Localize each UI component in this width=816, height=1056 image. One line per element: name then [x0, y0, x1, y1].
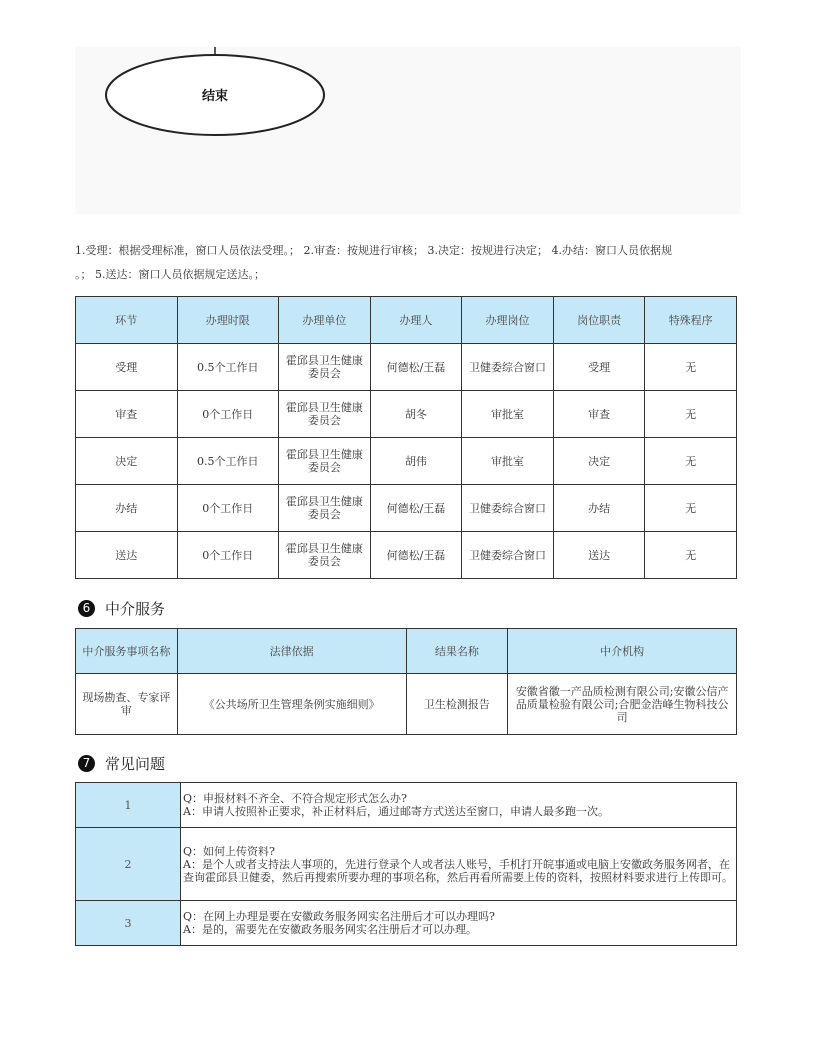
table-cell: 决定 [553, 438, 645, 485]
section-title-faq [78, 753, 165, 774]
table-cell: 送达 [76, 532, 178, 579]
table-row [76, 344, 737, 391]
table-cell: 何德松/王磊 [370, 532, 462, 579]
table-cell: 审批室 [462, 391, 554, 438]
end-node-label: 结束 [201, 89, 229, 104]
table-cell: 胡伟 [370, 438, 462, 485]
col-header: 环节 [76, 297, 178, 344]
col-header: 岗位职责 [553, 297, 645, 344]
table-cell: 无 [645, 485, 737, 532]
faq-number: 1 [76, 783, 181, 828]
section-title-text: 常见问题 [105, 755, 166, 773]
faq-answer: A：是个人或者支持法人事项的，先进行登录个人或者法人账号，手机打开皖事通或电脑上安徽政务服务网者，在查询霍邱县卫健委，然后再搜索所要办理的事项名称，然后再看所需要上传的资料，按照材料要求进行上传即可。 [183, 857, 733, 884]
col-header: 结果名称 [406, 629, 508, 674]
table-cell: 无 [645, 438, 737, 485]
table-cell: 霍邱县卫生健康委员会 [279, 532, 371, 579]
table-cell: 0个工作日 [177, 485, 279, 532]
table-cell: 办结 [553, 485, 645, 532]
col-header: 法律依据 [177, 629, 406, 674]
col-header: 办理岗位 [462, 297, 554, 344]
process-steps-description [75, 239, 745, 287]
faq-table [75, 782, 737, 946]
faq-content [181, 901, 737, 946]
process-table-header [76, 297, 737, 344]
table-cell: 霍邱县卫生健康委员会 [279, 344, 371, 391]
table-cell: 审批室 [462, 438, 554, 485]
table-cell: 卫健委综合窗口 [462, 485, 554, 532]
table-row [76, 391, 737, 438]
col-header: 中介服务事项名称 [76, 629, 178, 674]
table-cell: 受理 [553, 344, 645, 391]
faq-question: Q：在网上办理是要在安徽政务服务网实名注册后才可以办理吗? [183, 910, 495, 923]
faq-row [76, 828, 737, 901]
faq-row [76, 783, 737, 828]
table-cell: 《公共场所卫生管理条例实施细则》 [177, 674, 406, 735]
intermediary-table-header [76, 629, 737, 674]
table-cell: 何德松/王磊 [370, 485, 462, 532]
table-cell: 卫生检测报告 [406, 674, 508, 735]
table-cell: 卫健委综合窗口 [462, 344, 554, 391]
faq-number: 3 [76, 901, 181, 946]
table-cell: 卫健委综合窗口 [462, 532, 554, 579]
process-table [75, 296, 737, 579]
table-cell: 何德松/王磊 [370, 344, 462, 391]
table-cell: 现场勘查、专家评审 [76, 674, 178, 735]
table-cell: 霍邱县卫生健康委员会 [279, 391, 371, 438]
steps-line-2: 。； 5.送达：窗口人员依据规定送达。； [75, 268, 265, 281]
table-cell: 无 [645, 532, 737, 579]
table-cell: 霍邱县卫生健康委员会 [279, 438, 371, 485]
faq-content [181, 783, 737, 828]
faq-question: Q：申报材料不齐全、不符合规定形式怎么办? [183, 792, 407, 805]
table-cell: 无 [645, 344, 737, 391]
faq-answer: A：是的，需要先在安徽政务服务网实名注册后才可以办理。 [183, 923, 477, 936]
faq-content [181, 828, 737, 901]
table-cell: 0个工作日 [177, 391, 279, 438]
intermediary-table [75, 628, 737, 735]
table-cell: 胡冬 [370, 391, 462, 438]
section-title-text: 中介服务 [105, 600, 166, 618]
col-header: 特殊程序 [645, 297, 737, 344]
table-row [76, 674, 737, 735]
section-number-badge: 7 [78, 755, 95, 772]
flowchart-svg [75, 47, 741, 214]
table-cell: 0.5个工作日 [177, 344, 279, 391]
flowchart-area [75, 47, 741, 214]
col-header: 中介机构 [508, 629, 737, 674]
table-row [76, 485, 737, 532]
table-cell: 送达 [553, 532, 645, 579]
faq-row [76, 901, 737, 946]
section-title-intermediary [78, 598, 165, 619]
faq-answer: A：申请人按照补正要求，补正材料后，通过邮寄方式送达至窗口，申请人最多跑一次。 [183, 805, 609, 818]
table-cell: 受理 [76, 344, 178, 391]
faq-number: 2 [76, 828, 181, 901]
table-cell: 霍邱县卫生健康委员会 [279, 485, 371, 532]
col-header: 办理时限 [177, 297, 279, 344]
faq-question: Q：如何上传资料? [183, 844, 275, 858]
table-cell: 审查 [553, 391, 645, 438]
steps-line-1: 1.受理：根据受理标准，窗口人员依法受理。； 2.审查：按规进行审核； 3.决定：按规进行决定； 4.办结：窗口人员依据规 [75, 244, 672, 257]
section-number-badge: 6 [78, 600, 95, 617]
table-cell: 审查 [76, 391, 178, 438]
table-row [76, 438, 737, 485]
table-cell: 决定 [76, 438, 178, 485]
table-cell: 0个工作日 [177, 532, 279, 579]
table-cell: 0.5个工作日 [177, 438, 279, 485]
table-row [76, 532, 737, 579]
col-header: 办理人 [370, 297, 462, 344]
table-cell: 无 [645, 391, 737, 438]
table-cell: 安徽省徽一产品质检测有限公司;安徽公信产品质量检验有限公司;合肥金浩峰生物科技公司 [508, 674, 737, 735]
col-header: 办理单位 [279, 297, 371, 344]
table-cell: 办结 [76, 485, 178, 532]
